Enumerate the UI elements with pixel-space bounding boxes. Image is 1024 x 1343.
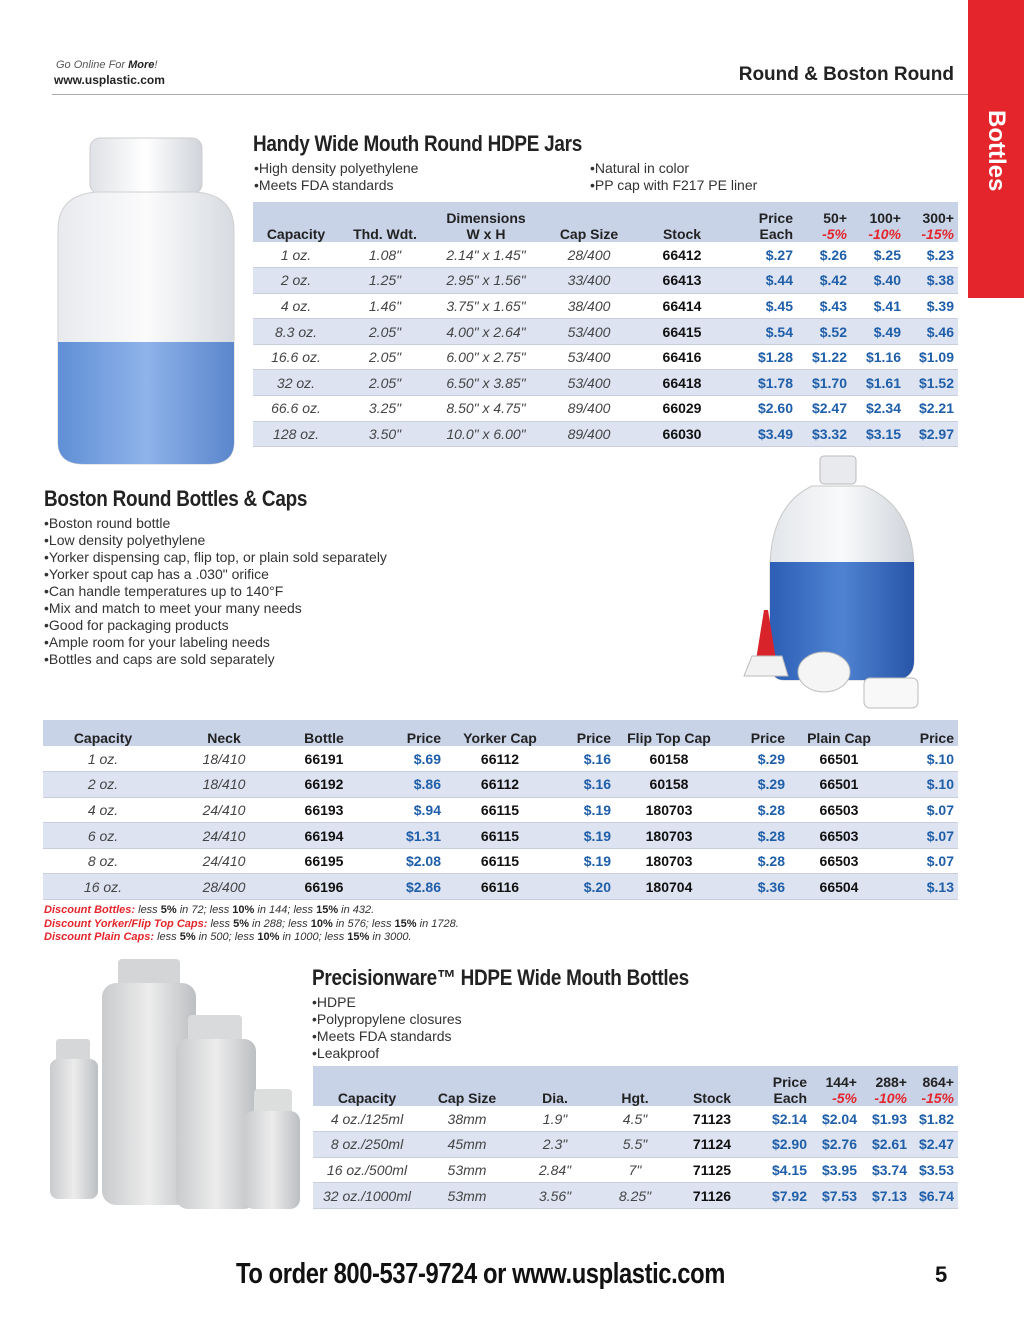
table-cell: $.54	[727, 319, 797, 345]
table-cell: 60158	[615, 746, 723, 772]
table-cell: $3.95	[811, 1157, 861, 1183]
table-cell: 53/400	[541, 344, 637, 370]
table-cell: 3.56"	[513, 1183, 597, 1209]
table-cell: $.28	[723, 848, 789, 874]
table-cell: 38mm	[421, 1106, 513, 1132]
discount-label: Discount Bottles:	[44, 904, 136, 916]
discount-text: less	[154, 931, 180, 943]
table-cell: 53/400	[541, 370, 637, 396]
table-cell: $3.53	[911, 1157, 958, 1183]
table-cell: 2.14" x 1.45"	[431, 242, 541, 268]
table-cell: $.07	[889, 797, 958, 823]
discount-text: in 288; less	[248, 917, 311, 930]
table-cell: $.29	[723, 746, 789, 772]
discount-text: less	[207, 917, 234, 930]
bullet: • Natural in color	[590, 160, 757, 177]
col-diameter: Dia.	[513, 1066, 597, 1106]
col-qty-300: 300+ -15%	[905, 202, 958, 242]
bullet: • Leakproof	[312, 1045, 462, 1062]
table-cell: 60158	[615, 772, 723, 798]
table-cell: 66116	[445, 874, 555, 900]
table-cell: 71126	[673, 1183, 751, 1209]
table-cell: 66193	[285, 797, 363, 823]
table-row	[43, 874, 958, 900]
table-cell: 66503	[789, 823, 889, 849]
discount-text: less	[135, 904, 161, 916]
col-capacity: Capacity	[253, 202, 339, 242]
table-cell: 8.25"	[597, 1183, 673, 1209]
table-cell: $2.86	[363, 874, 445, 900]
table-cell: 28/400	[541, 242, 637, 268]
table-cell: $.23	[905, 242, 958, 268]
table-cell: $.36	[723, 874, 789, 900]
precision-table	[313, 1066, 958, 1209]
table-cell: 16 oz.	[43, 874, 163, 900]
table-cell: 2.84"	[513, 1157, 597, 1183]
table-cell: $.42	[797, 268, 851, 294]
table-cell: 32 oz.	[253, 370, 339, 396]
table-cell: $.40	[851, 268, 905, 294]
precisionware-bottles-image	[44, 955, 304, 1213]
table-cell: 4 oz.	[43, 797, 163, 823]
table-cell: 24/410	[163, 848, 285, 874]
table-cell: $2.60	[727, 396, 797, 422]
table-cell: 66.6 oz.	[253, 396, 339, 422]
table-cell: $3.32	[797, 421, 851, 447]
table-row	[43, 772, 958, 798]
table-cell: 28/400	[163, 874, 285, 900]
table-cell: 66196	[285, 874, 363, 900]
bullet: • Polypropylene closures	[312, 1011, 462, 1028]
table-cell: 4.00" x 2.64"	[431, 319, 541, 345]
table-cell: $1.93	[861, 1106, 911, 1132]
order-footer[interactable]: To order 800-537-9724 or www.usplastic.com	[236, 1258, 725, 1290]
table-row	[43, 823, 958, 849]
table-cell: $1.31	[363, 823, 445, 849]
table-cell: 7"	[597, 1157, 673, 1183]
category-tab	[968, 0, 1024, 298]
discount-percent: 5%	[233, 917, 249, 930]
table-cell: $.45	[727, 293, 797, 319]
page-number: 5	[935, 1262, 948, 1287]
table-cell: 6.50" x 3.85"	[431, 370, 541, 396]
table-cell: $.44	[727, 268, 797, 294]
discount-text: in 1728.	[416, 917, 459, 930]
discount-percent: 10%	[310, 917, 333, 930]
table-cell: $.28	[723, 797, 789, 823]
table-cell: $.52	[797, 319, 851, 345]
header-tagline: Go Online For More!	[56, 59, 158, 71]
bullet: • Yorker dispensing cap, flip top, or plain sold separately	[44, 549, 387, 566]
table-cell: 4 oz./125ml	[313, 1106, 421, 1132]
table-row	[253, 293, 958, 319]
table-cell: 24/410	[163, 823, 285, 849]
table-cell: $1.52	[905, 370, 958, 396]
table-cell: 1.46"	[339, 293, 431, 319]
table-cell: $2.14	[751, 1106, 811, 1132]
table-cell: 4 oz.	[253, 293, 339, 319]
jars-bullets-right	[590, 160, 757, 194]
table-cell: 66418	[637, 370, 727, 396]
table-cell: $.29	[723, 772, 789, 798]
discount-percent: 15%	[347, 931, 370, 943]
table-cell: $1.09	[905, 344, 958, 370]
discount-label: Discount Plain Caps:	[44, 931, 155, 943]
table-cell: 66115	[445, 823, 555, 849]
table-row	[43, 746, 958, 772]
discount-line	[44, 904, 459, 918]
table-cell: 66413	[637, 268, 727, 294]
table-cell: $.26	[797, 242, 851, 268]
discount-text: in 432.	[338, 904, 375, 916]
col-capacity: Capacity	[43, 720, 163, 746]
table-cell: 3.75" x 1.65"	[431, 293, 541, 319]
table-cell: 66415	[637, 319, 727, 345]
table-cell: $.13	[889, 874, 958, 900]
table-cell: $1.82	[911, 1106, 958, 1132]
table-cell: $.07	[889, 823, 958, 849]
table-row	[313, 1183, 958, 1209]
table-cell: 66414	[637, 293, 727, 319]
table-cell: $.94	[363, 797, 445, 823]
col-dimensions: Dimensions W x H	[431, 202, 541, 242]
discount-percent: 15%	[316, 904, 339, 916]
table-cell: 66115	[445, 848, 555, 874]
category-tab-label: Bottles	[983, 110, 1010, 192]
table-cell: 1.9"	[513, 1106, 597, 1132]
boston-table	[43, 720, 958, 900]
discount-text: in 3000.	[369, 931, 412, 943]
table-cell: $.27	[727, 242, 797, 268]
table-cell: 4.5"	[597, 1106, 673, 1132]
table-row	[253, 268, 958, 294]
table-cell: $2.21	[905, 396, 958, 422]
discount-percent: 10%	[257, 931, 280, 943]
bullet: • PP cap with F217 PE liner	[590, 177, 757, 194]
table-cell: 66503	[789, 797, 889, 823]
table-cell: 6.00" x 2.75"	[431, 344, 541, 370]
bullet: • Yorker spout cap has a .030" orifice	[44, 566, 387, 583]
table-row	[253, 344, 958, 370]
table-cell: $.69	[363, 746, 445, 772]
table-cell: $2.08	[363, 848, 445, 874]
discount-line	[44, 918, 459, 932]
table-cell: 8.50" x 4.75"	[431, 396, 541, 422]
table-cell: 66503	[789, 848, 889, 874]
col-capacity: Capacity	[313, 1066, 421, 1106]
bullet: • Bottles and caps are sold separately	[44, 651, 387, 668]
table-cell: $.10	[889, 746, 958, 772]
table-cell: 1.08"	[339, 242, 431, 268]
col-yorker-price: Price	[555, 720, 615, 746]
table-cell: $7.13	[861, 1183, 911, 1209]
table-row	[43, 848, 958, 874]
table-cell: $.07	[889, 848, 958, 874]
table-cell: 1 oz.	[43, 746, 163, 772]
table-cell: 2.3"	[513, 1132, 597, 1158]
table-cell: 66115	[445, 797, 555, 823]
col-price-each: Price Each	[751, 1066, 811, 1106]
table-cell: 8 oz./250ml	[313, 1132, 421, 1158]
table-cell: 2.05"	[339, 319, 431, 345]
col-neck: Neck	[163, 720, 285, 746]
table-cell: 71124	[673, 1132, 751, 1158]
boston-bullets	[44, 515, 387, 668]
col-stock: Stock	[673, 1066, 751, 1106]
table-cell: $2.76	[811, 1132, 861, 1158]
table-cell: $1.22	[797, 344, 851, 370]
discount-percent: 15%	[394, 917, 417, 930]
col-flip-top-cap: Flip Top Cap	[615, 720, 723, 746]
col-price-each: Price Each	[727, 202, 797, 242]
table-cell: $.38	[905, 268, 958, 294]
table-cell: $1.78	[727, 370, 797, 396]
bullet: • Meets FDA standards	[312, 1028, 462, 1045]
col-stock: Stock	[637, 202, 727, 242]
table-cell: 66030	[637, 421, 727, 447]
table-cell: $2.34	[851, 396, 905, 422]
discount-text: in 72; less	[176, 904, 233, 916]
table-cell: 128 oz.	[253, 421, 339, 447]
table-cell: $.10	[889, 772, 958, 798]
table-cell: 2 oz.	[43, 772, 163, 798]
table-cell: 5.5"	[597, 1132, 673, 1158]
table-cell: 66194	[285, 823, 363, 849]
col-thread-width: Thd. Wdt.	[339, 202, 431, 242]
table-row	[253, 242, 958, 268]
table-cell: $.19	[555, 823, 615, 849]
bullet: • Low density polyethylene	[44, 532, 387, 549]
table-cell: 66501	[789, 772, 889, 798]
table-cell: 38/400	[541, 293, 637, 319]
table-cell: 3.25"	[339, 396, 431, 422]
table-cell: 180704	[615, 874, 723, 900]
table-row	[43, 797, 958, 823]
jars-bullets-left	[254, 160, 418, 194]
col-qty-50: 50+ -5%	[797, 202, 851, 242]
table-cell: $3.74	[861, 1157, 911, 1183]
table-cell: $4.15	[751, 1157, 811, 1183]
col-qty-144: 144+ -5%	[811, 1066, 861, 1106]
col-plain-cap: Plain Cap	[789, 720, 889, 746]
table-cell: 89/400	[541, 421, 637, 447]
table-cell: $.20	[555, 874, 615, 900]
bullet: • Mix and match to meet your many needs	[44, 600, 387, 617]
table-cell: 180703	[615, 823, 723, 849]
col-bottle: Bottle	[285, 720, 363, 746]
discount-line	[44, 931, 459, 945]
table-cell: 10.0" x 6.00"	[431, 421, 541, 447]
table-cell: 2.05"	[339, 370, 431, 396]
col-cap-size: Cap Size	[421, 1066, 513, 1106]
table-cell: 180703	[615, 848, 723, 874]
col-yorker-cap: Yorker Cap	[445, 720, 555, 746]
table-cell: $.28	[723, 823, 789, 849]
table-cell: 66191	[285, 746, 363, 772]
discount-label: Discount Yorker/Flip Top Caps:	[44, 917, 208, 930]
wide-mouth-jar-image	[48, 130, 244, 470]
table-cell: 16.6 oz.	[253, 344, 339, 370]
table-cell: $2.61	[861, 1132, 911, 1158]
boston-title: Boston Round Bottles & Caps	[44, 486, 308, 511]
table-cell: 66112	[445, 772, 555, 798]
bullet: • Good for packaging products	[44, 617, 387, 634]
table-row	[253, 319, 958, 345]
discount-text: in 500; less	[195, 931, 258, 943]
table-cell: $1.61	[851, 370, 905, 396]
discount-text: in 144; less	[254, 904, 317, 916]
table-cell: 53/400	[541, 319, 637, 345]
col-cap-size: Cap Size	[541, 202, 637, 242]
table-cell: 66112	[445, 746, 555, 772]
bullet: • Boston round bottle	[44, 515, 387, 532]
table-cell: 53mm	[421, 1157, 513, 1183]
table-cell: 71125	[673, 1157, 751, 1183]
table-row	[253, 421, 958, 447]
table-cell: 45mm	[421, 1132, 513, 1158]
discount-percent: 5%	[160, 904, 177, 916]
table-cell: $2.47	[911, 1132, 958, 1158]
table-cell: $6.74	[911, 1183, 958, 1209]
table-cell: $.16	[555, 746, 615, 772]
discount-text: in 576; less	[332, 917, 395, 930]
table-cell: 66195	[285, 848, 363, 874]
boston-round-bottle-image	[730, 450, 960, 712]
table-cell: $.16	[555, 772, 615, 798]
discount-text: in 1000; less	[279, 931, 348, 943]
table-cell: $.86	[363, 772, 445, 798]
section-title: Round & Boston Round	[738, 64, 954, 85]
table-cell: 66412	[637, 242, 727, 268]
col-bottle-price: Price	[363, 720, 445, 746]
table-cell: $.39	[905, 293, 958, 319]
table-cell: $.19	[555, 848, 615, 874]
table-cell: $2.04	[811, 1106, 861, 1132]
table-cell: 180703	[615, 797, 723, 823]
table-cell: 18/410	[163, 772, 285, 798]
table-cell: $7.92	[751, 1183, 811, 1209]
header-divider	[52, 94, 972, 95]
col-qty-864: 864+ -15%	[911, 1066, 958, 1106]
bullet: • Ample room for your labeling needs	[44, 634, 387, 651]
table-cell: $.46	[905, 319, 958, 345]
table-cell: 66192	[285, 772, 363, 798]
table-cell: $.19	[555, 797, 615, 823]
table-row	[313, 1106, 958, 1132]
table-cell: 32 oz./1000ml	[313, 1183, 421, 1209]
table-cell: 24/410	[163, 797, 285, 823]
col-qty-100: 100+ -10%	[851, 202, 905, 242]
table-row	[313, 1132, 958, 1158]
table-cell: 66504	[789, 874, 889, 900]
table-cell: 2.95" x 1.56"	[431, 268, 541, 294]
header-url[interactable]: www.usplastic.com	[54, 73, 165, 87]
table-cell: 66416	[637, 344, 727, 370]
bullet: • Can handle temperatures up to 140°F	[44, 583, 387, 600]
discount-percent: 5%	[179, 931, 196, 943]
table-cell: 3.50"	[339, 421, 431, 447]
table-cell: 71123	[673, 1106, 751, 1132]
table-cell: $3.49	[727, 421, 797, 447]
table-row	[253, 396, 958, 422]
table-cell: 16 oz./500ml	[313, 1157, 421, 1183]
table-cell: $1.28	[727, 344, 797, 370]
jars-title: Handy Wide Mouth Round HDPE Jars	[253, 131, 583, 156]
table-cell: $.43	[797, 293, 851, 319]
table-cell: $2.90	[751, 1132, 811, 1158]
table-cell: $2.97	[905, 421, 958, 447]
table-cell: 1.25"	[339, 268, 431, 294]
table-cell: $1.70	[797, 370, 851, 396]
precision-title: Precisionware™ HDPE Wide Mouth Bottles	[312, 965, 689, 990]
table-cell: 6 oz.	[43, 823, 163, 849]
table-cell: $2.47	[797, 396, 851, 422]
precision-bullets	[312, 994, 462, 1062]
table-row	[253, 370, 958, 396]
table-cell: $.41	[851, 293, 905, 319]
bullet: • High density polyethylene	[254, 160, 418, 177]
bullet: • HDPE	[312, 994, 462, 1011]
table-cell: 8 oz.	[43, 848, 163, 874]
table-cell: $7.53	[811, 1183, 861, 1209]
table-cell: 2 oz.	[253, 268, 339, 294]
table-cell: $3.15	[851, 421, 905, 447]
table-cell: 66501	[789, 746, 889, 772]
jars-table	[253, 202, 958, 447]
table-cell: $.25	[851, 242, 905, 268]
table-cell: 66029	[637, 396, 727, 422]
table-cell: 8.3 oz.	[253, 319, 339, 345]
table-row	[313, 1157, 958, 1183]
table-cell: 33/400	[541, 268, 637, 294]
col-qty-288: 288+ -10%	[861, 1066, 911, 1106]
table-cell: 89/400	[541, 396, 637, 422]
col-flip-price: Price	[723, 720, 789, 746]
table-cell: $1.16	[851, 344, 905, 370]
table-cell: 18/410	[163, 746, 285, 772]
discount-notes	[44, 904, 459, 945]
table-cell: 53mm	[421, 1183, 513, 1209]
col-height: Hgt.	[597, 1066, 673, 1106]
discount-percent: 10%	[232, 904, 255, 916]
table-cell: 2.05"	[339, 344, 431, 370]
table-cell: 1 oz.	[253, 242, 339, 268]
col-plain-price: Price	[889, 720, 958, 746]
table-cell: $.49	[851, 319, 905, 345]
bullet: • Meets FDA standards	[254, 177, 418, 194]
